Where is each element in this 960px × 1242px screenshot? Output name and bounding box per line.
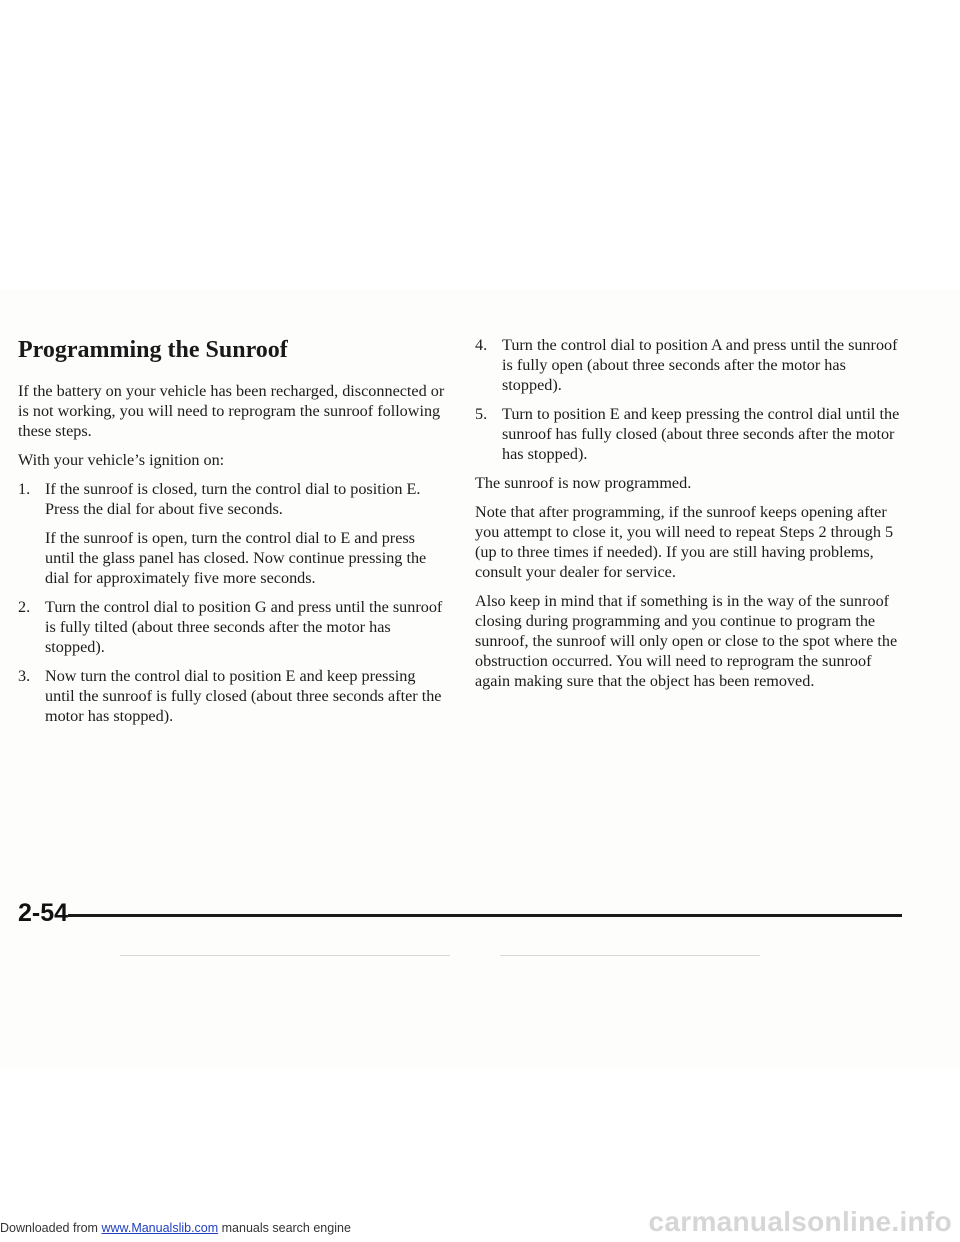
- intro-paragraph: If the battery on your vehicle has been recharged, disconnected or is not working, you will need to reprogram the sunroof following these steps.: [18, 382, 445, 440]
- programmed-paragraph: The sunroof is now programmed.: [475, 474, 692, 492]
- scan-artifact-line: [120, 955, 450, 956]
- step-text: Now turn the control dial to position E and keep pressing until the sunroof is fully closed (about three seconds after the motor has stopped).: [45, 667, 442, 725]
- left-column: [18, 335, 448, 735]
- right-column: [475, 335, 903, 700]
- scan-artifact-line: [500, 955, 760, 956]
- note-paragraph: Note that after programming, if the sunroof keeps opening after you attempt to close it, you will need to repeat Steps 2 through 5 (up to three times if needed). If you are still having problems, consult your dealer for service.: [475, 503, 894, 581]
- footer-rule: [68, 914, 902, 917]
- step-text: Turn the control dial to position G and press until the sunroof is fully tilted (about three seconds after the motor has stopped).: [45, 598, 443, 656]
- ignition-paragraph: With your vehicle’s ignition on:: [18, 451, 225, 469]
- page-title: Programming the Sunroof: [18, 337, 288, 363]
- download-suffix: manuals search engine: [218, 1221, 351, 1235]
- obstruction-paragraph: Also keep in mind that if something is in the way of the sunroof closing during programming and you continue to program the sunroof, the sunroof will only open or close to the spot where the obstruction occurred. You will need to reprogram the sunroof again making sure that the object has been removed.: [475, 592, 898, 690]
- step-item: [18, 666, 448, 726]
- step-subtext: If the sunroof is open, turn the control dial to E and press until the glass panel has closed. Now continue pressing the dial for approximately five more seconds.: [45, 529, 427, 587]
- step-item: [18, 597, 448, 657]
- step-number: 3.: [18, 667, 31, 685]
- step-item: [18, 479, 448, 588]
- step-text: If the sunroof is closed, turn the control dial to position E. Press the dial for about five seconds.: [45, 480, 421, 518]
- step-item: [475, 404, 903, 464]
- download-prefix: Downloaded from: [0, 1221, 102, 1235]
- step-number: 2.: [18, 598, 31, 616]
- steps-list-left: [18, 479, 448, 726]
- step-text: Turn to position E and keep pressing the control dial until the sunroof has fully closed (about three seconds after the motor has stopped).: [502, 405, 900, 463]
- step-text: Turn the control dial to position A and press until the sunroof is fully open (about three seconds after the motor has stopped).: [502, 336, 898, 394]
- page-number: 2-54: [18, 899, 69, 927]
- step-number: 1.: [18, 480, 31, 498]
- manualslib-link[interactable]: www.Manualslib.com: [101, 1221, 219, 1235]
- steps-list-right: [475, 335, 903, 464]
- step-number: 5.: [475, 405, 488, 423]
- watermark-logo: carmanualsonline.info: [648, 1206, 952, 1237]
- step-number: 4.: [475, 336, 488, 354]
- step-item: [475, 335, 903, 395]
